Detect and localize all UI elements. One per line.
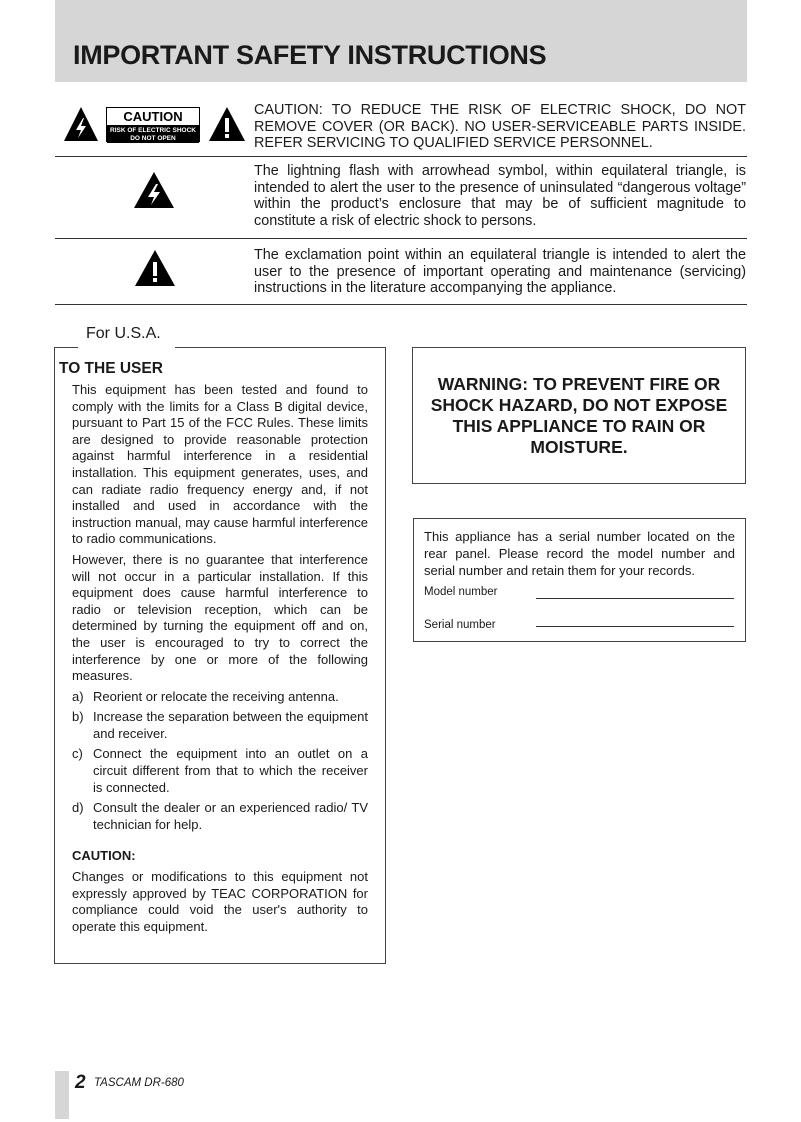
list-marker: d) xyxy=(72,800,84,816)
caution-paragraph: Changes or modifications to this equipment not expressly approved by TEAC CORPORATION for compliance could void the user's authority to operate this equipment. xyxy=(72,869,368,934)
caution-label-line2: DO NOT OPEN xyxy=(130,134,176,142)
divider xyxy=(55,238,747,239)
caution-label-line1: RISK OF ELECTRIC SHOCK xyxy=(110,127,196,134)
warning-text: WARNING: TO PREVENT FIRE OR SHOCK HAZARD, DO NOT EXPOSE THIS APPLIANCE TO RAIN OR MOISTURE. xyxy=(430,373,728,457)
box-top-border-right xyxy=(175,347,386,348)
exclamation-description: The exclamation point within an equilateral triangle is intended to alert the user to the presence of important operating and maintenance (servicing) instructions in the literature accompanying the appliance. xyxy=(254,247,746,297)
list-item xyxy=(72,746,368,796)
exclamation-warning-icon xyxy=(207,105,247,143)
lightning-warning-icon xyxy=(62,105,100,143)
exclamation-triangle-icon xyxy=(133,248,177,288)
list-text: Connect the equipment into an outlet on a circuit different from that to which the receiver is connected. xyxy=(93,746,368,795)
divider xyxy=(55,156,747,157)
page-title: IMPORTANT SAFETY INSTRUCTIONS xyxy=(73,40,547,70)
list-text: Increase the separation between the equipment and receiver. xyxy=(93,709,368,741)
caution-label xyxy=(106,107,200,142)
serial-number-box xyxy=(413,518,746,642)
serial-number-label: Serial number xyxy=(424,619,496,631)
list-item xyxy=(72,689,368,706)
serial-number-line xyxy=(536,626,734,627)
caution-text: CAUTION: TO REDUCE THE RISK OF ELECTRIC SHOCK, DO NOT REMOVE COVER (OR BACK). NO USER-SERVICEABLE PARTS INSIDE. REFER SERVICING TO QUALIFIED SERVICE PERSONNEL. xyxy=(254,102,746,152)
footer-bar xyxy=(55,1071,69,1119)
list-text: Reorient or relocate the receiving antenna. xyxy=(93,688,339,704)
caution-label-top: CAUTION xyxy=(107,108,199,126)
serial-instructions: This appliance has a serial number located on the rear panel. Please record the model number and serial number and retain them for your records. xyxy=(424,529,735,578)
caution-heading: CAUTION: xyxy=(72,848,136,864)
footer-brand: TASCAM DR-680 xyxy=(94,1077,184,1089)
divider xyxy=(55,304,747,305)
warning-box xyxy=(412,347,746,484)
lightning-description: The lightning flash with arrowhead symbol, within equilateral triangle, is intended to alert the user to the presence of uninsulated “dangerous voltage” within the product’s enclosure that may be of sufficient magnitude to constitute a risk of electric shock to persons. xyxy=(254,163,746,229)
box-top-border-left xyxy=(54,347,78,348)
list-marker: c) xyxy=(72,746,83,762)
list-item xyxy=(72,800,368,833)
usa-label: For U.S.A. xyxy=(86,325,161,342)
measures-list xyxy=(72,689,368,834)
caution-label-bottom xyxy=(107,126,199,143)
lightning-triangle-icon xyxy=(132,170,176,210)
list-marker: b) xyxy=(72,709,84,725)
model-number-line xyxy=(536,598,734,599)
to-user-content xyxy=(72,382,368,939)
fcc-paragraph-2: However, there is no guarantee that interference will not occur in a particular installation. If this equipment does cause harmful interference to radio or television reception, which can be determined by turning the equipment off and on, the user is encouraged to try to correct the interference by one or more of the following measures. xyxy=(72,551,368,684)
page-number: 2 xyxy=(75,1072,86,1093)
list-marker: a) xyxy=(72,688,84,704)
fcc-paragraph-1: This equipment has been tested and found to comply with the limits for a Class B digital device, pursuant to Part 15 of the FCC Rules. These limits are designed to provide reasonable protection against harmful interference in a residential installation. This equipment generates, uses, and can radiate radio frequency energy and, if not installed and used in accordance with the instruction manual, may cause harmful interference to radio communications. xyxy=(72,382,368,547)
list-text: Consult the dealer or an experienced radio/ TV technician for help. xyxy=(93,800,368,832)
to-user-heading: TO THE USER xyxy=(59,360,163,377)
model-number-label: Model number xyxy=(424,586,498,598)
list-item xyxy=(72,709,368,742)
